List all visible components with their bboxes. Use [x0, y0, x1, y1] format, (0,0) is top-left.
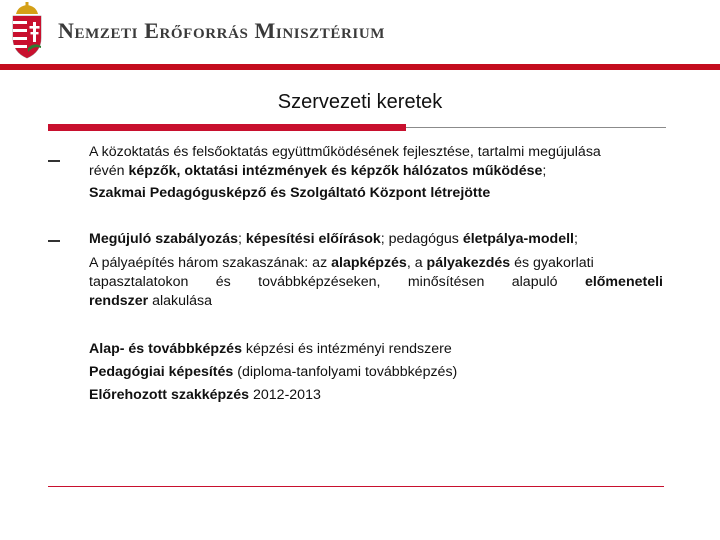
section-1	[89, 143, 663, 203]
bold-run: Pedagógiai képesítés	[89, 364, 234, 380]
bold-run: képesítési előírások	[245, 231, 381, 247]
bold-run: Megújuló szabályozás	[89, 231, 239, 247]
bold-run: Előrehozott szakképzés	[89, 387, 250, 403]
section-3-line-3	[89, 384, 663, 407]
text-run: (diploma-tanfolyami továbbképzés)	[233, 364, 458, 380]
text-run: , a	[406, 255, 427, 271]
text-run: ;	[238, 231, 246, 247]
bullet-dash	[48, 160, 60, 162]
hungarian-coat-of-arms-icon	[8, 2, 46, 60]
section-2-line-4	[89, 292, 663, 311]
ministry-header	[0, 0, 720, 64]
section-3-line-2	[89, 361, 663, 384]
section-3	[89, 338, 663, 407]
header-stripe	[0, 64, 720, 70]
text-run: ; pedagógus	[380, 231, 463, 247]
text-run: és gyakorlati	[510, 255, 594, 271]
section-2-line-3	[89, 273, 663, 292]
footer-rule	[48, 486, 664, 487]
bold-run: Szakmai Pedagógusképző és Szolgáltató Központ létrejötte	[89, 185, 491, 201]
text-run: ;	[542, 163, 547, 179]
bold-run: előmeneteli	[584, 274, 663, 290]
section-3-line-1	[89, 338, 663, 361]
section-2-line-1	[89, 230, 663, 249]
bold-run: Alap- és továbbképzés	[89, 341, 242, 357]
text-run: tapasztalatokon és továbbképzéseken, minősítésen alapuló	[89, 274, 585, 290]
bold-run: alapképzés	[331, 255, 407, 271]
slide-title-text: Szervezeti keretek	[277, 91, 443, 113]
section-1-line-1: A közoktatás és felsőoktatás együttműködésének fejlesztése, tartalmi megújulása	[89, 144, 601, 160]
section-1-line-2	[89, 162, 663, 181]
text-run: ;	[574, 231, 578, 247]
bold-run: rendszer	[89, 293, 149, 309]
ministry-name: Nemzeti Erőforrás Minisztérium	[58, 18, 386, 43]
text-run: A pályaépítés három szakaszának: az	[89, 255, 332, 271]
text-run: 2012-2013	[249, 387, 321, 403]
bold-run: életpálya-modell	[462, 231, 574, 247]
bold-run: képzők, oktatási intézmények és képzők hálózatos működése	[128, 163, 543, 179]
section-2	[89, 230, 663, 311]
section-1-line-3	[89, 184, 663, 203]
section-2-line-2	[89, 254, 663, 273]
text-run: képzési és intézményi rendszere	[241, 341, 452, 357]
title-underline-red	[48, 124, 406, 131]
title-underline-gray	[406, 127, 666, 128]
bullet-dash	[48, 240, 60, 242]
slide-title	[0, 91, 720, 114]
text-run: alakulása	[148, 293, 213, 309]
text-run: révén	[89, 163, 129, 179]
bold-run: pályakezdés	[426, 255, 511, 271]
